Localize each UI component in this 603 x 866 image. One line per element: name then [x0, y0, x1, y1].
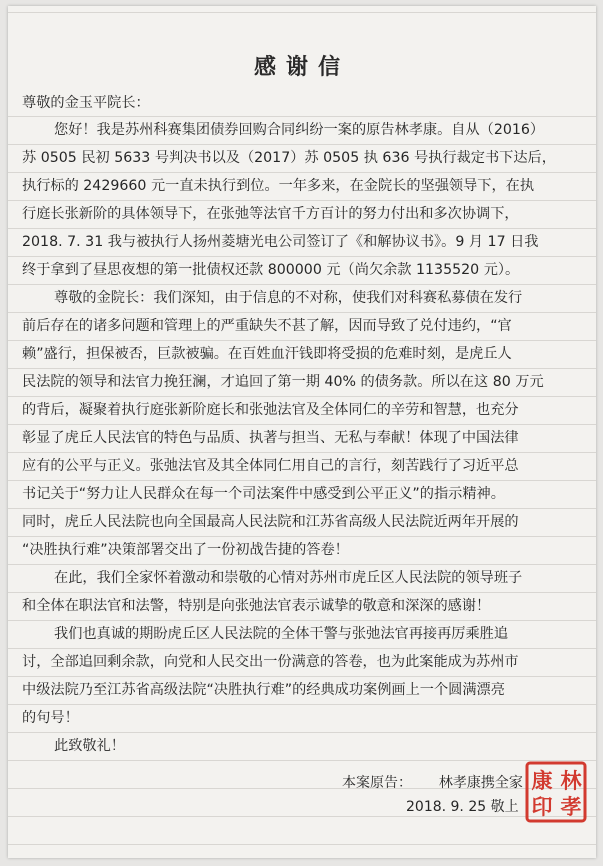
- body-line: 的背后，凝聚着执行庭张新阶庭长和张弛法官及全体同仁的辛劳和智慧，也充分: [22, 402, 519, 418]
- body-line: 彰显了虎丘人民法官的特色与品质、执著与担当、无私与奉献！体现了中国法律: [22, 430, 519, 446]
- letter-title: 感谢信: [253, 55, 350, 80]
- signature-line: [342, 772, 523, 792]
- signature-date: 2018. 9. 25 敬上: [406, 799, 519, 815]
- body-line: 讨，全部追回剩余款，向党和人民交出一份满意的答卷，也为此案能成为苏州市: [22, 654, 519, 670]
- body-line: 执行标的 2429660 元一直未执行到位。一年多来，在金院长的坚强领导下，在执: [22, 178, 535, 194]
- body-line: 应有的公平与正义。张弛法官及其全体同仁用自己的言行，刻苦践行了习近平总: [22, 458, 519, 474]
- body-line: 行庭长张新阶的具体领导下，在张弛等法官千方百计的努力付出和多次协调下，: [22, 206, 519, 222]
- body-line: 书记关于“努力让人民群众在每一个司法案件中感受到公平正义”的指示精神。: [22, 486, 505, 502]
- name-seal: [524, 760, 588, 824]
- body-line: 我们也真诚的期盼虎丘区人民法院的全体干警与张弛法官再接再厉乘胜追: [54, 626, 509, 642]
- body-line: 苏 0505 民初 5633 号判决书以及（2017）苏 0505 执 636 号执行裁定书下达后，: [22, 150, 556, 166]
- seal-char: 林: [560, 768, 582, 793]
- body-line: 赖”盛行，担保被否，巨款被骗。在百姓血汗钱即将受损的危难时刻，是虎丘人: [22, 346, 512, 362]
- body-line: 前后存在的诸多问题和管理上的严重缺失不甚了解，因而导致了兑付违约，“官: [22, 318, 512, 334]
- signature-label: 本案原告：: [342, 775, 412, 791]
- seal-char: 康: [531, 768, 553, 793]
- letter-page: [8, 6, 596, 858]
- signature-name: 林孝康携全家: [438, 775, 523, 791]
- seal-char: 印: [531, 794, 553, 819]
- body-line: 尊敬的金院长：我们深知，由于信息的不对称，使我们对科赛私募债在发行: [54, 290, 523, 306]
- body-line: 2018. 7. 31 我与被执行人扬州菱塘光电公司签订了《和解协议书》。9 月 17 日我: [22, 234, 539, 250]
- body-line: 您好！我是苏州科赛集团债券回购合同纠纷一案的原告林孝康。自从（2016）: [54, 122, 545, 138]
- body-line: 的句号！: [22, 710, 79, 726]
- body-line: 中级法院乃至江苏省高级法院“决胜执行难”的经典成功案例画上一个圆满漂亮: [22, 682, 505, 698]
- seal-char: 孝: [560, 794, 582, 819]
- body-line: 同时，虎丘人民法院也向全国最高人民法院和江苏省高级人民法院近两年开展的: [22, 514, 519, 530]
- body-line: 在此，我们全家怀着激动和崇敬的心情对苏州市虎丘区人民法院的领导班子: [54, 570, 523, 586]
- body-line: 民法院的领导和法官力挽狂澜，才追回了第一期 40% 的债务款。所以在这 80 万元: [22, 374, 544, 390]
- salutation: 尊敬的金玉平院长：: [22, 95, 150, 111]
- body-line: “决胜执行难”决策部署交出了一份初战告捷的答卷！: [22, 542, 349, 558]
- closing-line: 此致敬礼！: [54, 738, 125, 754]
- body-line: 和全体在职法官和法警，特别是向张弛法官表示诚挚的敬意和深深的感谢！: [22, 598, 491, 614]
- body-line: 终于拿到了昼思夜想的第一批债权还款 800000 元（尚欠余款 1135520 元）。: [22, 262, 520, 278]
